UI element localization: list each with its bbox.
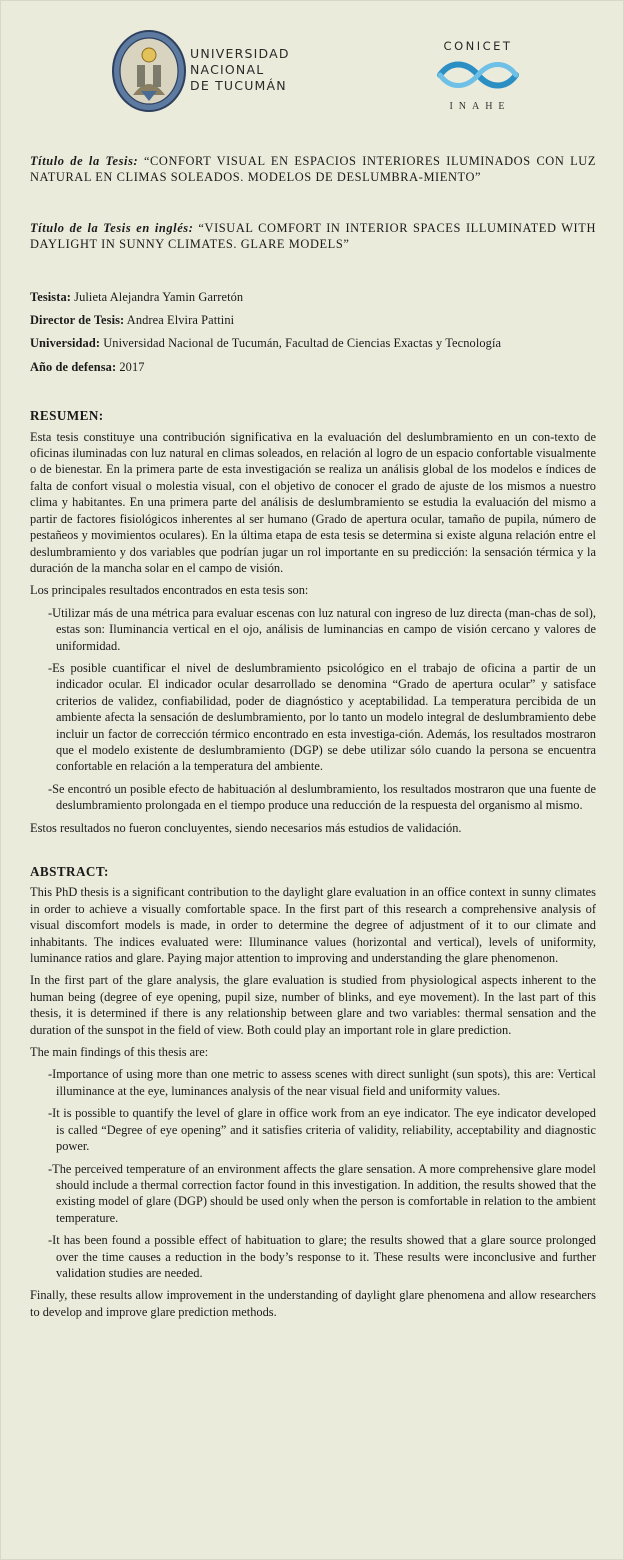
abstract-paragraph-1: This PhD thesis is a significant contribution to the daylight glare evaluation in an office context in sunny climates in order to achieve a visually comfortable space. In the first part of this research a comprehensive analysis of visual discomfort models is made, in order to determine the degree of adjustment of it to our climate and inhabitants. The indices evaluated were: Illuminance values (horizontal and vertical), levels of uniformity, luminance ratios and glare. Paying major attention to improving and understanding the glare phenomenon. [30, 885, 596, 966]
list-item: -The perceived temperature of an environment affects the glare sensation. A more comprehensive glare model should include a thermal correction factor found in this investigation. In addition, the results showed that the existing model of glare (DGP) should be used only when the person is comfortable in relation to the ambient temperature. [48, 1161, 596, 1225]
resumen-closing: Estos resultados no fueron concluyentes, siendo necesarios más estudios de validación. [30, 820, 462, 835]
thesis-title-english-value: “VISUAL COMFORT IN INTERIOR SPACES ILLUMINATED WITH DAYLIGHT IN SUNNY CLIMATES. GLARE MODELS” [30, 220, 596, 252]
list-item: -Utilizar más de una métrica para evaluar escenas con luz natural con ingreso de luz directa (man-chas de sol), estas son: Iluminancia vertical en el ojo, análisis de luminancias en campo de visión cercano y valores de uniformidad. [48, 605, 596, 653]
year-label: Año de defensa: [30, 359, 117, 374]
resumen-intro: Esta tesis constituye una contribución significativa en la evaluación del deslumbramiento en un con-texto de oficinas iluminadas con luz natural en climas soleados, en relación al logro de un espacio confortable visualmente o de bienestar. En la primera parte de esta investigación se realiza un análisis global de los modelos e índices de falta de confort visual o molestia visual, con el objetivo de conocer el grado de ajuste de los mismos a nuestro clima y habitantes. En una primera parte del análisis de deslumbramiento se estudia la evaluación del mismo a partir de factores fisiológicos inherentes al ser humano (Grado de apertura ocular, tamaño de pupila, número de pestañeos y movimientos oculares). En la última etapa de esta tesis se determina si existe alguna relación entre el deslumbramiento y dos variables que podrían jugar un rol importante en su predicción: la sensación térmica y la duración de la mancha solar en el campo de visión. [30, 429, 596, 575]
thesis-title [30, 153, 596, 186]
director-label: Director de Tesis: [30, 313, 125, 328]
university-line-1: UNIVERSIDAD [190, 46, 290, 61]
resumen-heading: RESUMEN: [30, 408, 104, 424]
abstract-paragraph-2: In the first part of the glare analysis, the glare evaluation is studied from physiological aspects inherent to the human being (degree of eye opening, pupil size, number of blinks, and eye movement). In the last part of this thesis, it is determined if there is any relationship between glare and two variables: thermal sensation and the duration of the sunspot in the field of view. Both could play an important role in glare prediction. [30, 973, 596, 1037]
abstract-findings-list [30, 1066, 596, 1281]
director-value: Andrea Elvira Pattini [124, 313, 235, 328]
university-line-2: NACIONAL [190, 62, 265, 77]
university-line-3: DE TUCUMÁN [190, 78, 287, 93]
unt-seal-logo [111, 29, 187, 113]
thesis-title-english-label: Título de la Tesis en inglés: [30, 220, 194, 235]
resumen-findings-list [30, 605, 596, 814]
list-item: -It is possible to quantify the level of glare in office work from an eye indicator. The eye indicator developed is called “Degree of eye opening” and it satisfies criteria of validity, reliability, acceptability and diagnostic power. [48, 1106, 596, 1154]
list-item: -Es posible cuantificar el nivel de deslumbramiento psicológico en el trabajo de oficina a partir de un indicador ocular. El indicador ocular desarrollado se denomina “Grado de apertura ocular” y satisface criterios de validez, confiabilidad, poder de diagnóstico y aceptabilidad. La temperatura percibida de un ambiente afecta la sensación de deslumbramiento, por lo tanto un modelo integral de deslumbramiento debe incluir un factor de corrección térmico encontrado en esta investiga-ción. Además, los resultados mostraron que el modelo existente de deslumbramiento (DGP) se debe utilizar sólo cuando la persona se encuentra confortable en relación a la temperatura del ambiente. [48, 660, 596, 774]
abstract-lead: The main findings of this thesis are: [30, 1045, 209, 1060]
university-name [190, 46, 290, 94]
thesis-content [30, 153, 596, 1326]
university-value: Universidad Nacional de Tucumán, Facultad de Ciencias Exactas y Tecnología [100, 336, 502, 351]
thesis-title-label: Título de la Tesis: [30, 154, 139, 168]
abstract-closing: Finally, these results allow improvement in the understanding of daylight glare phenomena and allow researchers to develop and improve glare prediction methods. [30, 1288, 596, 1319]
thesis-title-value: “CONFORT VISUAL EN ESPACIOS INTERIORES ILUMINADOS CON LUZ NATURAL EN CLIMAS SOLEADOS. MODELOS DE DESLUMBRA-MIENTO” [30, 154, 597, 185]
university-line [30, 335, 596, 351]
year-line [30, 359, 596, 375]
conicet-name: CONICET [443, 39, 513, 53]
conicet-wave-logo [436, 59, 520, 91]
conicet-logo-block [433, 39, 523, 112]
resumen-lead: Los principales resultados encontrados en esta tesis son: [30, 583, 309, 598]
director-line [30, 312, 596, 328]
author-label: Tesista: [30, 289, 71, 304]
abstract-heading: ABSTRACT: [30, 864, 109, 879]
author-value: Julieta Alejandra Yamin Garretón [70, 289, 244, 304]
list-item: -It has been found a possible effect of habituation to glare; the results showed that a glare source prolonged over the time causes a reduction in the body’s response to it. These results were inconclusive and further validation studies are needed. [48, 1233, 596, 1280]
university-label: Universidad: [30, 336, 101, 351]
list-item: -Importance of using more than one metric to assess scenes with direct sunlight (sun spots), this are: Vertical illuminance at the eye, luminances analysis of the near visual field and uniformity values. [48, 1067, 596, 1098]
thesis-title-english [30, 220, 596, 253]
inahe-name: INAHE [449, 101, 511, 112]
author-line [30, 289, 596, 305]
year-value: 2017 [116, 359, 145, 374]
list-item: -Se encontró un posible efecto de habituación al deslumbramiento, los resultados mostraron que una fuente de deslumbramiento prolongada en el tiempo produce una reducción de la respuesta del organismo al mismo. [48, 781, 596, 813]
